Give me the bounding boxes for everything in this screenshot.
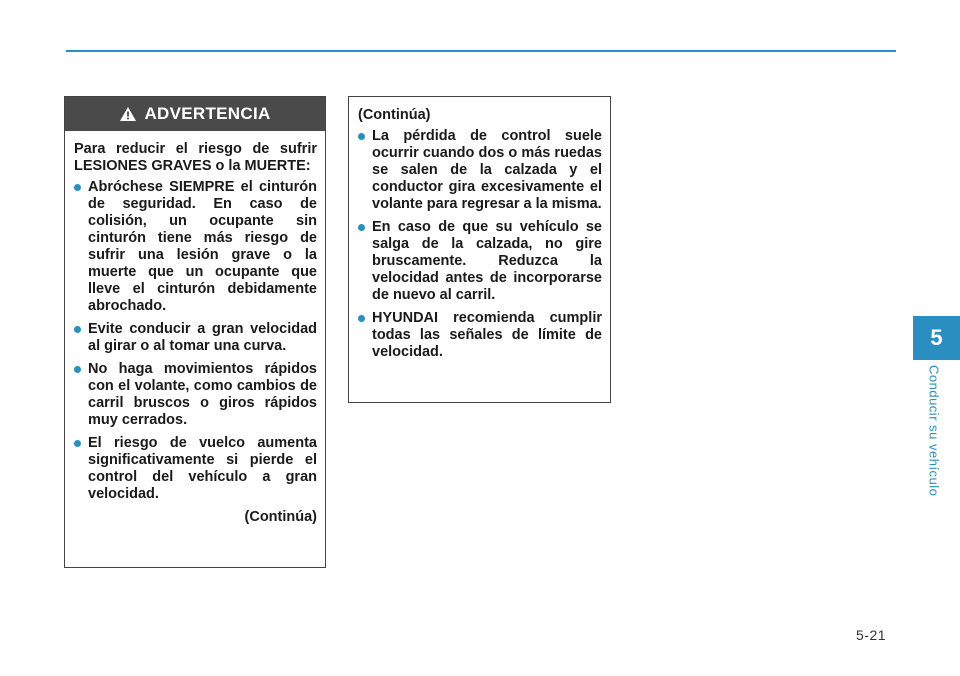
warning-header <box>65 97 325 131</box>
list-item <box>358 310 602 361</box>
bullet-icon <box>74 440 81 447</box>
list-item-text: La pérdida de control suele ocurrir cuando dos o más ruedas se salen de la calzada y el conductor gira excesivamente el volante para regresar a la misma. <box>372 128 602 212</box>
list-item <box>74 321 317 355</box>
bullet-icon <box>74 184 81 191</box>
bullet-icon <box>358 315 365 322</box>
continuation-box <box>348 96 611 403</box>
warning-list <box>74 179 317 503</box>
list-item-text: El riesgo de vuelco aumenta significativamente si pierde el control del vehículo a gran velocidad. <box>88 435 317 502</box>
continuation-body <box>349 97 610 361</box>
warning-title: ADVERTENCIA <box>144 104 271 123</box>
bullet-icon <box>74 366 81 373</box>
continued-heading: (Continúa) <box>358 107 431 123</box>
warning-intro: Para reducir el riesgo de sufrir LESIONES GRAVES o la MUERTE: <box>74 141 317 174</box>
chapter-title: Conducir su vehículo <box>926 365 942 497</box>
bullet-icon <box>74 326 81 333</box>
list-item-text: No haga movimientos rápidos con el volante, como cambios de carril bruscos o giros rápidos muy cerrados. <box>88 361 317 428</box>
list-item <box>358 128 602 213</box>
list-item <box>358 219 602 304</box>
warning-triangle-icon <box>119 106 137 122</box>
page-number: 5-21 <box>856 627 887 643</box>
list-item-text: Evite conducir a gran velocidad al girar o al tomar una curva. <box>88 321 317 354</box>
list-item <box>74 179 317 315</box>
warning-box <box>64 96 326 568</box>
continues-label: (Continúa) <box>244 509 317 525</box>
list-item <box>74 361 317 429</box>
top-rule <box>66 50 896 52</box>
warning-body <box>65 131 325 526</box>
list-item-text: HYUNDAI recomienda cumplir todas las señales de límite de velocidad. <box>372 310 602 360</box>
bullet-icon <box>358 224 365 231</box>
list-item-text: En caso de que su vehículo se salga de la calzada, no gire bruscamente. Reduzca la velocidad antes de incorporarse de nuevo al carril. <box>372 219 602 303</box>
bullet-icon <box>358 133 365 140</box>
list-item <box>74 435 317 503</box>
chapter-number-tab: 5 <box>913 316 960 360</box>
continuation-list <box>358 128 602 361</box>
list-item-text: Abróchese SIEMPRE el cinturón de seguridad. En caso de colisión, un ocupante sin cinturón tiene más riesgo de sufrir una lesión grave o la muerte que un ocupante que lleve el cinturón debidamente abrochado. <box>88 179 317 314</box>
